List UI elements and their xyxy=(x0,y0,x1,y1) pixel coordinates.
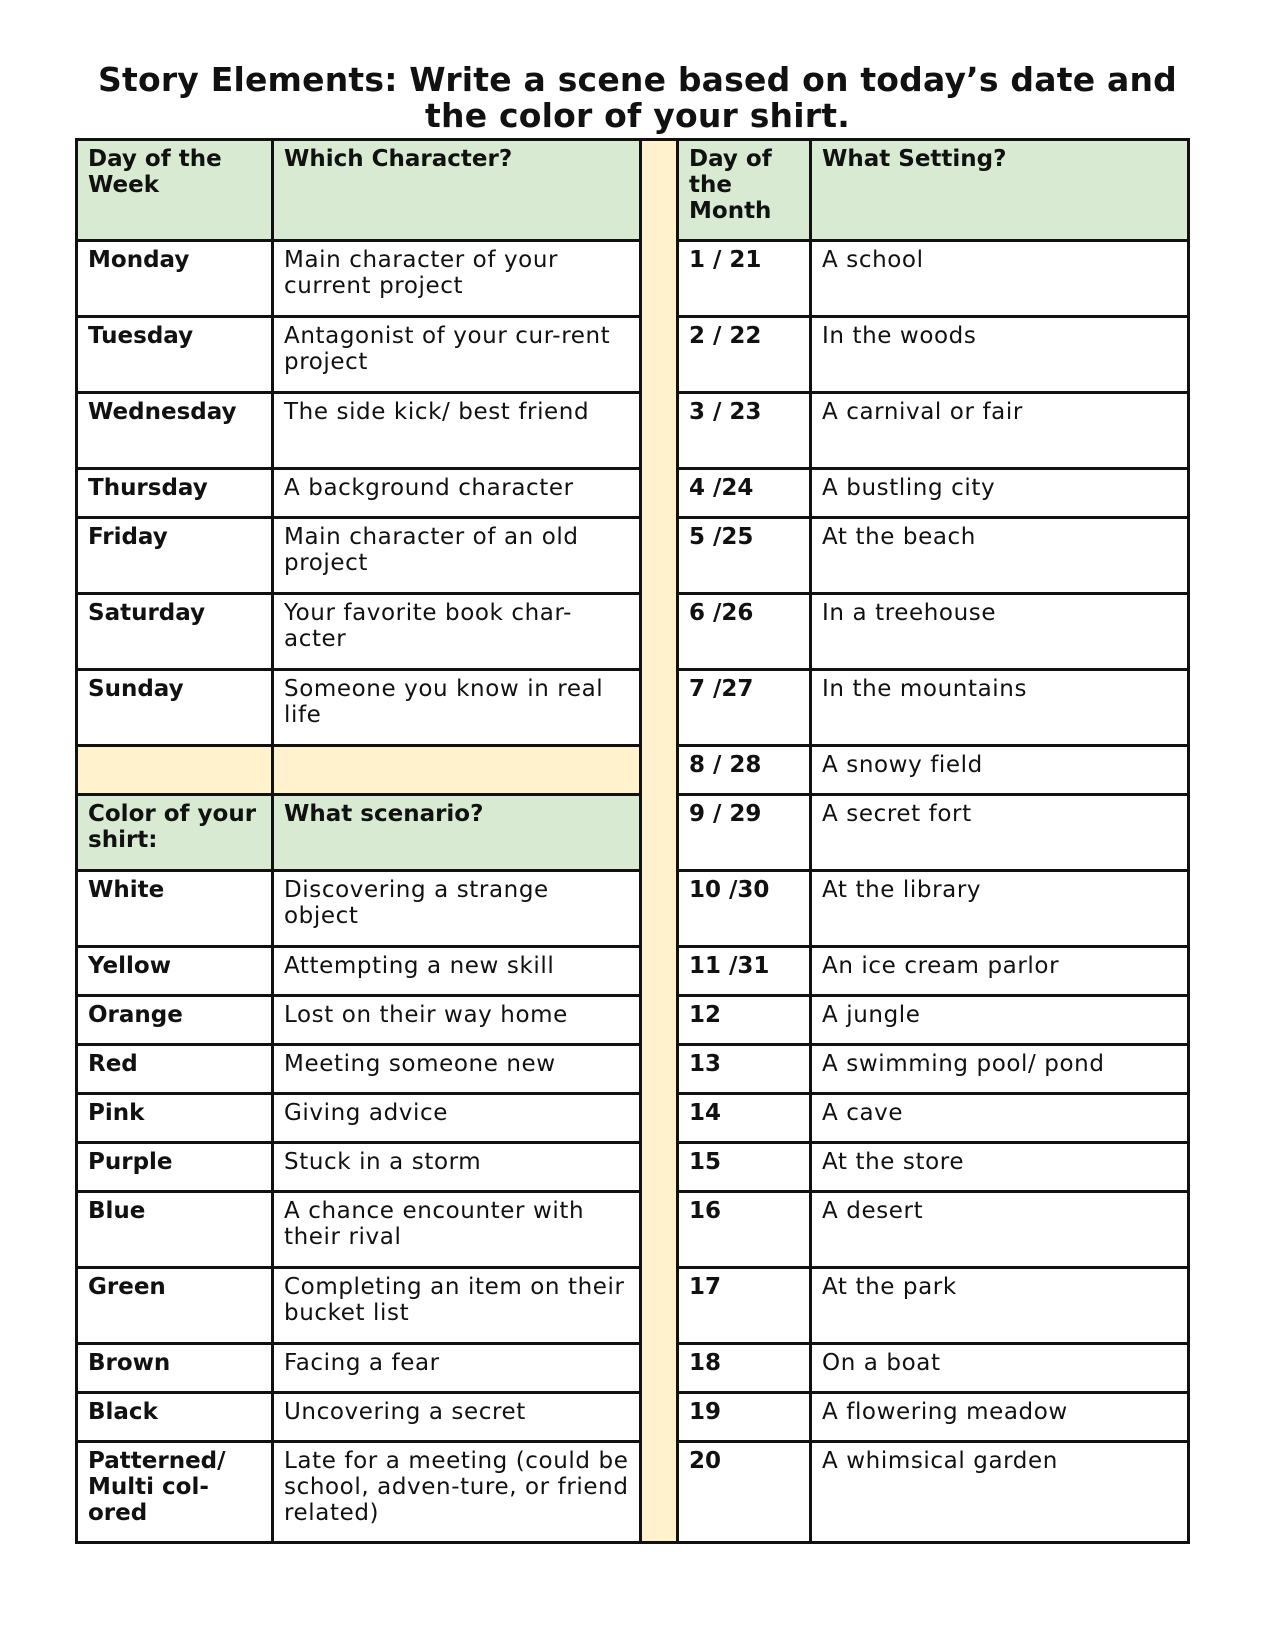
header-row xyxy=(77,140,1189,241)
header-which-character: Which Character? xyxy=(273,140,641,241)
header-color-of-shirt: Color of your shirt: xyxy=(77,795,273,871)
day-of-month-cell: 4 /24 xyxy=(678,469,811,518)
table-row xyxy=(77,469,1189,518)
table-row xyxy=(77,1393,1189,1442)
scenario-cell: Attempting a new skill xyxy=(273,947,641,996)
character-cell: Your favorite book char-acter xyxy=(273,594,641,670)
day-of-month-cell: 2 / 22 xyxy=(678,317,811,393)
setting-cell: In a treehouse xyxy=(811,594,1189,670)
shirt-color-cell: Purple xyxy=(77,1143,273,1192)
day-of-week-cell: Wednesday xyxy=(77,393,273,469)
setting-cell: At the store xyxy=(811,1143,1189,1192)
scenario-cell: Uncovering a secret xyxy=(273,1393,641,1442)
table-row xyxy=(77,1045,1189,1094)
day-of-month-cell: 9 / 29 xyxy=(678,795,811,871)
setting-cell: A bustling city xyxy=(811,469,1189,518)
setting-cell: A whimsical garden xyxy=(811,1442,1189,1543)
table-row xyxy=(77,241,1189,317)
setting-cell: In the mountains xyxy=(811,670,1189,746)
scenario-cell: Late for a meeting (could be school, adven-ture, or friend related) xyxy=(273,1442,641,1543)
day-of-month-cell: 6 /26 xyxy=(678,594,811,670)
empty-cell xyxy=(273,746,641,795)
day-of-month-cell: 14 xyxy=(678,1094,811,1143)
header-what-setting: What Setting? xyxy=(811,140,1189,241)
table-row xyxy=(77,1344,1189,1393)
shirt-color-cell: White xyxy=(77,871,273,947)
table-row xyxy=(77,1442,1189,1543)
day-of-month-cell: 8 / 28 xyxy=(678,746,811,795)
shirt-color-cell: Black xyxy=(77,1393,273,1442)
shirt-color-cell: Patterned/ Multi col-ored xyxy=(77,1442,273,1543)
table-row xyxy=(77,996,1189,1045)
character-cell: Antagonist of your cur-rent project xyxy=(273,317,641,393)
day-of-month-cell: 3 / 23 xyxy=(678,393,811,469)
scenario-cell: A chance encounter with their rival xyxy=(273,1192,641,1268)
table-row xyxy=(77,947,1189,996)
setting-cell: A snowy field xyxy=(811,746,1189,795)
scenario-cell: Lost on their way home xyxy=(273,996,641,1045)
shirt-color-cell: Brown xyxy=(77,1344,273,1393)
table-row xyxy=(77,1268,1189,1344)
scenario-cell: Giving advice xyxy=(273,1094,641,1143)
day-of-month-cell: 17 xyxy=(678,1268,811,1344)
day-of-week-cell: Friday xyxy=(77,518,273,594)
table-row xyxy=(77,1192,1189,1268)
shirt-color-cell: Green xyxy=(77,1268,273,1344)
header-what-scenario: What scenario? xyxy=(273,795,641,871)
day-of-month-cell: 1 / 21 xyxy=(678,241,811,317)
setting-cell: At the library xyxy=(811,871,1189,947)
setting-cell: On a boat xyxy=(811,1344,1189,1393)
setting-cell: A cave xyxy=(811,1094,1189,1143)
day-of-month-cell: 16 xyxy=(678,1192,811,1268)
day-of-month-cell: 7 /27 xyxy=(678,670,811,746)
setting-cell: A desert xyxy=(811,1192,1189,1268)
table-row xyxy=(77,746,1189,795)
setting-cell: At the beach xyxy=(811,518,1189,594)
table-row xyxy=(77,1143,1189,1192)
setting-cell: An ice cream parlor xyxy=(811,947,1189,996)
table-row xyxy=(77,594,1189,670)
shirt-color-cell: Yellow xyxy=(77,947,273,996)
day-of-week-cell: Monday xyxy=(77,241,273,317)
character-cell: Someone you know in real life xyxy=(273,670,641,746)
story-elements-table xyxy=(75,138,1190,1544)
setting-cell: A carnival or fair xyxy=(811,393,1189,469)
day-of-month-cell: 10 /30 xyxy=(678,871,811,947)
character-cell: Main character of your current project xyxy=(273,241,641,317)
setting-cell: A school xyxy=(811,241,1189,317)
page-title: Story Elements: Write a scene based on today’s date and the color of your shirt. xyxy=(98,60,1177,135)
empty-cell xyxy=(77,746,273,795)
day-of-month-cell: 13 xyxy=(678,1045,811,1094)
character-cell: A background character xyxy=(273,469,641,518)
table-row xyxy=(77,393,1189,469)
header-day-of-month: Day of the Month xyxy=(678,140,811,241)
day-of-month-cell: 18 xyxy=(678,1344,811,1393)
table-row xyxy=(77,871,1189,947)
day-of-month-cell: 19 xyxy=(678,1393,811,1442)
setting-cell: A jungle xyxy=(811,996,1189,1045)
day-of-month-cell: 12 xyxy=(678,996,811,1045)
day-of-month-cell: 11 /31 xyxy=(678,947,811,996)
character-cell: The side kick/ best friend xyxy=(273,393,641,469)
scenario-cell: Meeting someone new xyxy=(273,1045,641,1094)
setting-cell: At the park xyxy=(811,1268,1189,1344)
shirt-color-cell: Blue xyxy=(77,1192,273,1268)
table-row xyxy=(77,670,1189,746)
scenario-cell: Discovering a strange object xyxy=(273,871,641,947)
scenario-cell: Completing an item on their bucket list xyxy=(273,1268,641,1344)
scenario-cell: Facing a fear xyxy=(273,1344,641,1393)
day-of-week-cell: Tuesday xyxy=(77,317,273,393)
day-of-week-cell: Thursday xyxy=(77,469,273,518)
shirt-color-cell: Pink xyxy=(77,1094,273,1143)
table-row xyxy=(77,1094,1189,1143)
setting-cell: A swimming pool/ pond xyxy=(811,1045,1189,1094)
day-of-month-cell: 20 xyxy=(678,1442,811,1543)
day-of-month-cell: 15 xyxy=(678,1143,811,1192)
header-day-of-week: Day of the Week xyxy=(77,140,273,241)
setting-cell: A secret fort xyxy=(811,795,1189,871)
day-of-month-cell: 5 /25 xyxy=(678,518,811,594)
shirt-color-cell: Red xyxy=(77,1045,273,1094)
shirt-color-cell: Orange xyxy=(77,996,273,1045)
subheader-row xyxy=(77,795,1189,871)
character-cell: Main character of an old project xyxy=(273,518,641,594)
day-of-week-cell: Sunday xyxy=(77,670,273,746)
setting-cell: In the woods xyxy=(811,317,1189,393)
setting-cell: A flowering meadow xyxy=(811,1393,1189,1442)
table-row xyxy=(77,317,1189,393)
divider-column xyxy=(641,140,678,1543)
table-row xyxy=(77,518,1189,594)
day-of-week-cell: Saturday xyxy=(77,594,273,670)
scenario-cell: Stuck in a storm xyxy=(273,1143,641,1192)
